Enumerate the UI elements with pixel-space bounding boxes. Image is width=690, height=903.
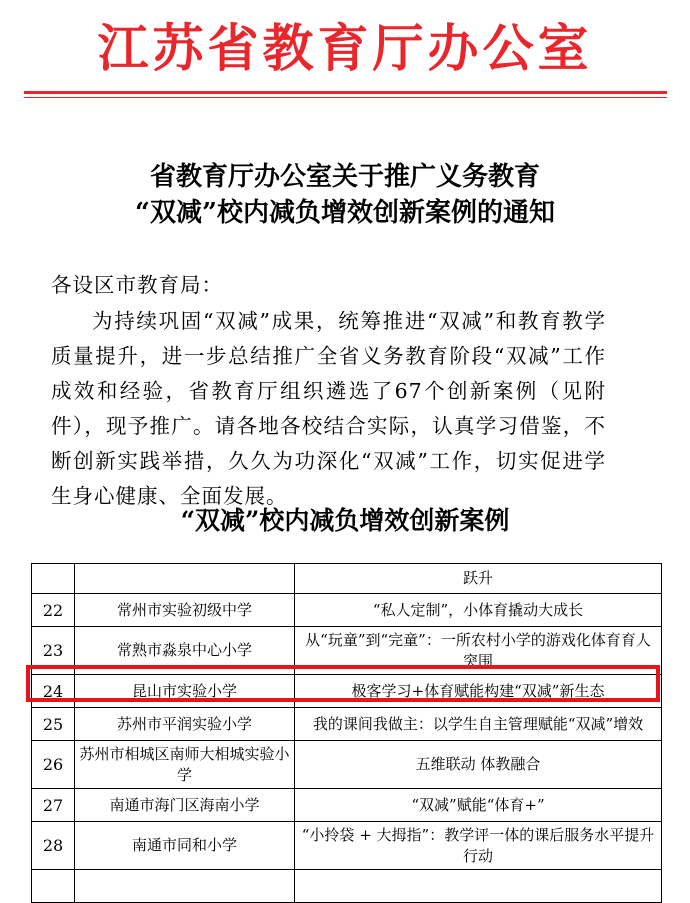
school-name: 南通市海门区海南小学 (75, 789, 295, 822)
case-table (31, 563, 662, 903)
case-number: 28 (32, 822, 75, 870)
case-number: 23 (32, 627, 75, 675)
case-number: 24 (32, 675, 75, 708)
letterhead-rule-thin (24, 97, 667, 98)
table-row (32, 822, 662, 870)
case-number: 27 (32, 789, 75, 822)
case-name: 五维联动 体教融合 (295, 741, 662, 789)
school-name: 昆山市实验小学 (75, 675, 295, 708)
case-number: 26 (32, 741, 75, 789)
highlight-box (26, 665, 660, 702)
notice-body: 为持续巩固“双减”成果，统筹推进“双减”和教育教学质量提升，进一步总结推广全省义务教育阶段“双减”工作成效和经验，省教育厅组织遴选了67个创新案例（见附件），现予推广。请各地各校结合实际，认真学习借鉴，不断创新实践举措，久久为功深化“双减”工作，切实促进学生身心健康、全面发展。 (51, 309, 606, 508)
school-name (75, 564, 295, 594)
case-number: 25 (32, 708, 75, 741)
school-name: 苏州市相城区南师大相城实验小学 (75, 741, 295, 789)
table-row (32, 789, 662, 822)
table-row-cutoff (32, 870, 662, 903)
table-row (32, 564, 662, 594)
case-name: 跃升 (295, 564, 662, 594)
case-list-title: “双减”校内减负增效创新案例 (180, 506, 510, 535)
case-name: 极客学习+体育赋能构建“双减”新生态 (295, 675, 662, 708)
case-name: “私人定制”，小体育撬动大成长 (295, 594, 662, 627)
case-number: 22 (32, 594, 75, 627)
school-name: 常熟市淼泉中心小学 (75, 627, 295, 675)
case-name: 从“玩童”到“完童”：一所农村小学的游戏化体育育人突围 (295, 627, 662, 675)
notice-title-line1: 省教育厅办公室关于推广义务教育 (149, 162, 540, 192)
notice-title-line2: “双减”校内减负增效创新案例的通知 (135, 198, 555, 228)
school-name: 苏州市平润实验小学 (75, 708, 295, 741)
table-row (32, 741, 662, 789)
case-number (32, 564, 75, 594)
office-letterhead-title: 江苏省教育厅办公室 (97, 19, 593, 79)
table-row (32, 594, 662, 627)
notice-salutation: 各设区市教育局： (51, 273, 223, 297)
case-name: “双减”赋能“体育+” (295, 789, 662, 822)
letterhead-rule-thick (24, 91, 667, 94)
case-name: 我的课间我做主：以学生自主管理赋能“双减”增效 (295, 708, 662, 741)
table-row (32, 708, 662, 741)
case-name: “小拎袋 + 大拇指”：教学评一体的课后服务水平提升行动 (295, 822, 662, 870)
school-name: 常州市实验初级中学 (75, 594, 295, 627)
school-name: 南通市同和小学 (75, 822, 295, 870)
